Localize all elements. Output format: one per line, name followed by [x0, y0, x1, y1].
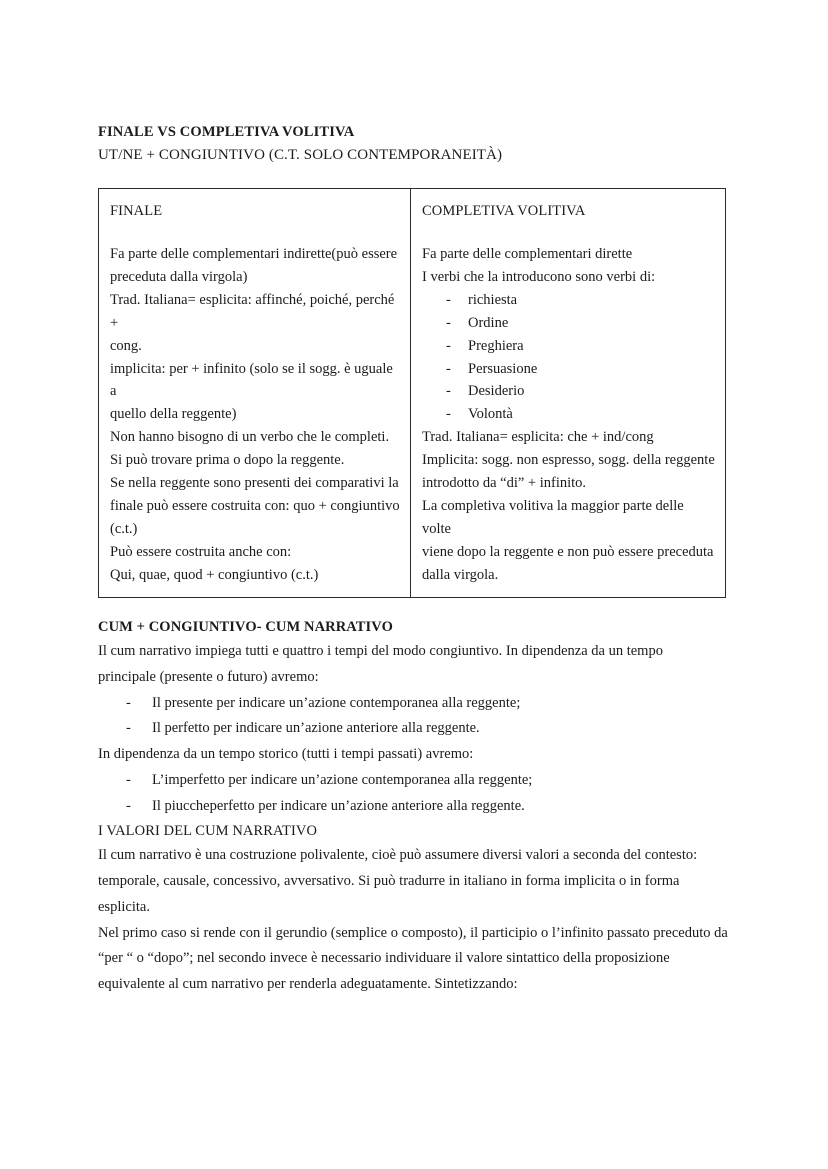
text-line: viene dopo la reggente e non può essere preceduta: [422, 543, 714, 560]
table-column-finale: [99, 189, 411, 596]
text-line: Si può trovare prima o dopo la reggente.: [110, 452, 345, 469]
text-line: Se nella reggente sono presenti dei comparativi la: [110, 475, 399, 492]
list-item: [422, 380, 715, 403]
text-line: Il cum narrativo impiega tutti e quattro i tempi del modo congiuntivo. In dipendenza da un tempo: [98, 643, 663, 660]
list-item-label: Il piuccheperfetto per indicare un’azione anteriore alla reggente.: [152, 797, 525, 814]
section-valori-cum-narrativo: [98, 820, 730, 998]
text-line: Trad. Italiana= esplicita: che + ind/cong: [422, 429, 654, 446]
text-line: I verbi che la introducono sono verbi di:: [422, 268, 656, 285]
text-line: Implicita: sogg. non espresso, sogg. della reggente: [422, 452, 715, 469]
bullet-marker-icon: -: [126, 720, 131, 737]
bullet-marker-icon: -: [446, 383, 451, 400]
text-line: Il cum narrativo è una costruzione polivalente, cioè può assumere diversi valori a seconda del contesto:: [98, 847, 698, 864]
section-cum-narrativo: [98, 616, 730, 820]
text-line: Fa parte delle complementari indirette(può essere: [110, 245, 398, 262]
text-line: Può essere costruita anche con:: [110, 543, 292, 560]
list-item-label: Preghiera: [468, 337, 524, 354]
page-title: FINALE VS COMPLETIVA VOLITIVA: [98, 124, 355, 140]
list-item-label: Persuasione: [468, 360, 538, 377]
text-line: Non hanno bisogno di un verbo che le completi.: [110, 429, 390, 446]
list-item: [422, 358, 715, 381]
text-line: cong.: [110, 337, 142, 354]
text-line: (c.t.): [110, 520, 138, 537]
list-item-label: Ordine: [468, 314, 509, 331]
bullet-marker-icon: -: [446, 314, 451, 331]
text-line: Nel primo caso si rende con il gerundio (semplice o composto), il participio o l’infinito passato preceduto da: [98, 924, 728, 941]
list-item-label: Il perfetto per indicare un’azione anteriore alla reggente.: [152, 720, 480, 737]
list-item: [422, 335, 715, 358]
text-line: Trad. Italiana= esplicita: affinché, poiché, perché +: [110, 291, 395, 331]
page-subtitle: UT/NE + CONGIUNTIVO (C.T. SOLO CONTEMPORANEITÀ): [98, 147, 503, 164]
text-line: Qui, quae, quod + congiuntivo (c.t.): [110, 566, 319, 583]
section-heading-valori: I VALORI DEL CUM NARRATIVO: [98, 822, 318, 839]
list-item: [422, 312, 715, 335]
text-line: equivalente al cum narrativo per renderla adeguatamente. Sintetizzando:: [98, 976, 518, 993]
list-item-label: Il presente per indicare un’azione contemporanea alla reggente;: [152, 694, 521, 711]
list-item: [98, 768, 730, 794]
list-item: [98, 794, 730, 820]
text-line: temporale, causale, concessivo, avversativo. Si può tradurre in italiano in forma implicita o in forma esplicita.: [98, 872, 680, 915]
bullet-marker-icon: -: [126, 694, 131, 711]
section-heading-cum: CUM + CONGIUNTIVO- CUM NARRATIVO: [98, 618, 393, 635]
text-line: implicita: per + infinito (solo se il sogg. è uguale a: [110, 360, 393, 400]
bullet-marker-icon: -: [126, 772, 131, 789]
column-body-completiva-volitiva: [422, 243, 715, 587]
table-column-completiva-volitiva: [411, 189, 725, 596]
bullet-marker-icon: -: [446, 360, 451, 377]
text-line: finale può essere costruita con: quo + congiuntivo: [110, 497, 400, 514]
bullet-marker-icon: -: [126, 797, 131, 814]
list-item-label: Desiderio: [468, 383, 525, 400]
comparison-table: [98, 188, 726, 597]
list-item: [98, 716, 730, 742]
bullet-marker-icon: -: [446, 291, 451, 308]
list-item: [98, 691, 730, 717]
list-item: [422, 403, 715, 426]
text-line: principale (presente o futuro) avremo:: [98, 668, 319, 685]
text-line: La completiva volitiva la maggior parte delle volte: [422, 497, 684, 537]
text-line: preceduta dalla virgola): [110, 268, 248, 285]
bullet-marker-icon: -: [446, 406, 451, 423]
text-line: introdotto da “di” + infinito.: [422, 475, 587, 492]
text-line: dalla virgola.: [422, 566, 499, 583]
list-item: [422, 289, 715, 312]
document-content: [98, 121, 730, 998]
bullet-marker-icon: -: [446, 337, 451, 354]
column-body-finale: [110, 243, 400, 587]
list-item-label: L’imperfetto per indicare un’azione contemporanea alla reggente;: [152, 772, 533, 789]
list-item-label: richiesta: [468, 291, 518, 308]
column-header-completiva-volitiva: COMPLETIVA VOLITIVA: [422, 203, 586, 220]
text-line: “per “ o “dopo”; nel secondo invece è necessario individuare il valore sintattico della proposizione: [98, 950, 670, 967]
text-line: In dipendenza da un tempo storico (tutti i tempi passati) avremo:: [98, 746, 474, 763]
list-item-label: Volontà: [468, 406, 513, 423]
column-header-finale: FINALE: [110, 203, 163, 220]
text-line: quello della reggente): [110, 406, 237, 423]
text-line: Fa parte delle complementari dirette: [422, 245, 633, 262]
